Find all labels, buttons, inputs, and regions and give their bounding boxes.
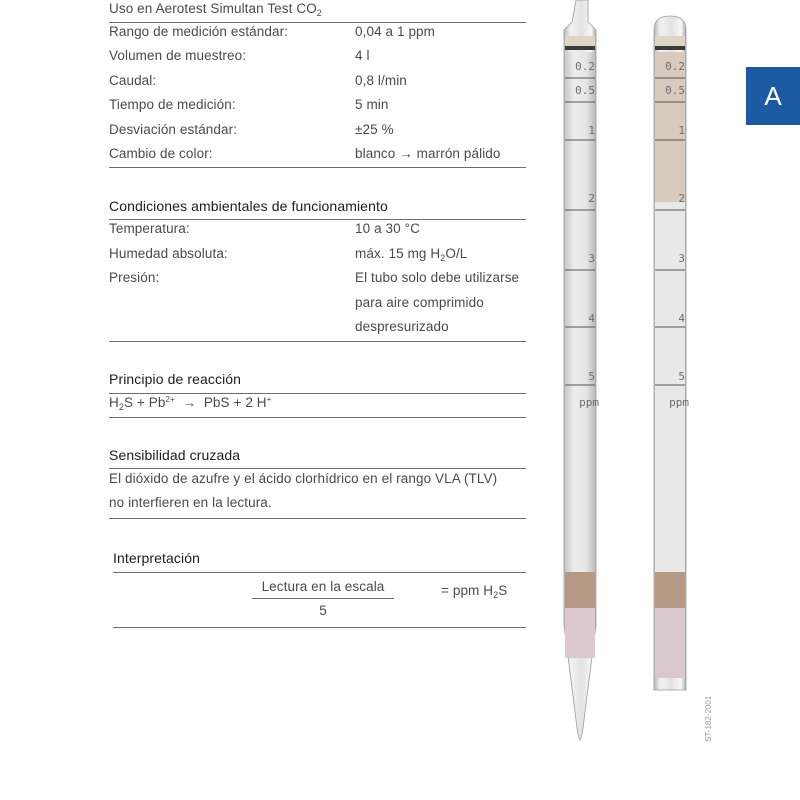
usage-subscript: 2: [316, 8, 322, 18]
tube-scale-label: 4: [588, 312, 595, 325]
section-tab: A: [746, 67, 800, 125]
cross-title: Sensibilidad cruzada: [109, 447, 241, 463]
divider: [109, 468, 526, 469]
tube-scale-label: 0.5: [665, 84, 685, 97]
tube-scale-label: 0.2: [665, 60, 685, 73]
spec-label: Cambio de color:: [109, 146, 213, 161]
pressure-line: El tubo solo debe utilizarse: [355, 270, 520, 285]
divider: [109, 393, 526, 394]
divider: [113, 627, 526, 628]
humidity-value-unit: O/L: [445, 246, 468, 261]
spec-label: Desviación estándar:: [109, 122, 238, 137]
fraction-numerator: Lectura en la escala: [261, 579, 385, 594]
spec-label: Rango de medición estándar:: [109, 24, 289, 39]
reaction-products: PbS + 2 H: [203, 395, 267, 410]
tube-scale-label: 2: [588, 192, 595, 205]
humidity-value: [355, 246, 467, 261]
cross-line: no interfieren en la lectura.: [109, 495, 272, 510]
pressure-line: para aire comprimido: [355, 295, 484, 310]
fraction-denominator: 5: [319, 603, 327, 618]
temperature-label: Temperatura:: [109, 221, 190, 236]
pressure-line: despresurizado: [355, 319, 449, 334]
divider: [109, 167, 526, 168]
cross-line: El dióxido de azufre y el ácido clorhídrico en el rango VLA (TLV): [109, 471, 498, 486]
divider: [109, 417, 526, 418]
tube-scale-label: 4: [678, 312, 685, 325]
spec-value: blanco → marrón pálido: [355, 146, 501, 161]
reaction-equation: [109, 395, 271, 410]
pressure-label: Presión:: [109, 270, 160, 285]
humidity-label: Humedad absoluta:: [109, 246, 228, 261]
reaction-title: Principio de reacción: [109, 371, 242, 387]
spec-label: Caudal:: [109, 73, 157, 88]
tube-scale-label: 0.2: [575, 60, 595, 73]
usage-text: Uso en Aerotest Simultan Test CO: [109, 1, 317, 16]
result-element: S: [498, 583, 508, 598]
divider: [109, 518, 526, 519]
tube-scale-label: 2: [678, 192, 685, 205]
divider: [113, 572, 526, 573]
tube-scale-label: 0.5: [575, 84, 595, 97]
spec-label: Volumen de muestreo:: [109, 48, 247, 63]
reaction-pb-charge: 2+: [165, 395, 175, 404]
tube-scale-label: ppm: [579, 396, 599, 409]
tube-stain-zone: [565, 572, 595, 608]
divider: [109, 219, 526, 220]
humidity-subscript: 2: [440, 253, 446, 263]
reaction-h: H: [109, 395, 119, 410]
reaction-h-charge: +: [266, 395, 272, 404]
tube-scale-label: 3: [678, 252, 685, 265]
tube-scale-label: 5: [588, 370, 595, 383]
spec-value: 5 min: [355, 97, 389, 112]
fraction-bar: [252, 598, 394, 599]
reaction-arrow: →: [182, 395, 197, 410]
humidity-value-text: máx. 15 mg H: [355, 246, 441, 261]
spec-value: ±25 %: [355, 122, 394, 137]
reaction-h-subscript: 2: [118, 402, 124, 412]
spec-label: Tiempo de medición:: [109, 97, 236, 112]
divider: [109, 341, 526, 342]
reaction-reactants: S + Pb: [123, 395, 166, 410]
spec-value: 0,04 a 1 ppm: [355, 24, 436, 39]
temperature-value: 10 a 30 °C: [355, 221, 420, 236]
tube-scale-label: ppm: [669, 396, 689, 409]
spec-value: 0,8 l/min: [355, 73, 407, 88]
tube-scale-label: 1: [588, 124, 595, 137]
result-text: = ppm H: [441, 583, 494, 598]
tube-scale-label: 5: [678, 370, 685, 383]
ambient-title: Condiciones ambientales de funcionamiento: [109, 198, 388, 214]
image-code: ST-182-2001: [704, 695, 713, 742]
tube-scale-label: 1: [678, 124, 685, 137]
usage-line: [109, 1, 322, 16]
spec-value: 4 l: [355, 48, 370, 63]
interpretation-result: [441, 583, 507, 598]
interpretation-title: Interpretación: [113, 550, 201, 566]
result-subscript: 2: [493, 590, 499, 600]
divider: [109, 22, 526, 23]
tube-scale-label: 3: [588, 252, 595, 265]
